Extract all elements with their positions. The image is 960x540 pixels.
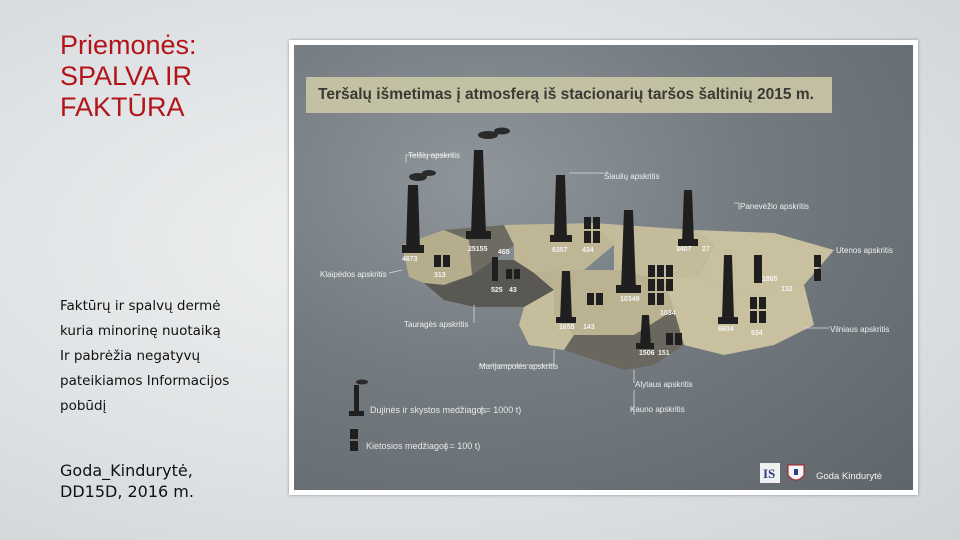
infographic-credit: Goda Kindurytė bbox=[816, 471, 883, 482]
value-panevezys-gas: 3407 bbox=[676, 246, 692, 253]
author-line: Goda_Kindurytė, bbox=[60, 461, 193, 480]
value-telsiai-gas: 25155 bbox=[468, 246, 488, 253]
legend-solid-label: Kietosios medžiagos bbox=[366, 441, 449, 451]
value-alytus-solid: 151 bbox=[658, 350, 670, 357]
chimney-icon-telsiai bbox=[466, 128, 510, 240]
body-line: kuria minorinę nuotaiką bbox=[60, 323, 221, 339]
region-label-marijampole: Marijampolės apskritis bbox=[479, 362, 559, 371]
value-taurage-gas: 525 bbox=[491, 287, 503, 294]
value-kaunas-solid: 1034 bbox=[660, 310, 676, 317]
is-logo-text: IS bbox=[763, 466, 776, 481]
value-marijampole-gas: 1655 bbox=[559, 324, 575, 331]
value-utena-gas: 1865 bbox=[762, 276, 778, 283]
value-klaipeda-solid: 313 bbox=[434, 272, 446, 279]
infographic-map bbox=[294, 45, 913, 490]
body-line: Faktūrų ir spalvų dermė bbox=[60, 298, 221, 314]
region-label-telsiai: Telšių apskritis bbox=[408, 151, 461, 160]
infographic-frame bbox=[289, 40, 918, 495]
value-marijampole-solid: 143 bbox=[583, 324, 595, 331]
value-klaipeda-gas: 4673 bbox=[402, 256, 418, 263]
value-siauliai-gas: 6357 bbox=[552, 247, 568, 254]
infographic-title-banner bbox=[306, 77, 832, 113]
infographic-title: Teršalų išmetimas į atmosferą iš stacionarių taršos šaltinių 2015 m. bbox=[318, 86, 814, 103]
value-taurage-solid: 43 bbox=[509, 287, 517, 294]
crest-inner-icon bbox=[794, 469, 798, 475]
slide-title: Priemonės: SPALVA IR FAKTŪRA bbox=[60, 30, 197, 122]
chimney-icon-taurage bbox=[492, 257, 498, 281]
value-utena-solid: 132 bbox=[781, 286, 793, 293]
slide-body-text bbox=[60, 294, 270, 419]
chimney-icon-utena bbox=[754, 255, 762, 283]
region-label-klaipeda: Klaipėdos apskritis bbox=[320, 270, 387, 279]
author-line: DD15D, 2016 m. bbox=[60, 482, 194, 501]
author-credit bbox=[60, 460, 280, 502]
legend-gas-label: Dujinės ir skystos medžiagos bbox=[370, 405, 487, 415]
region-label-utena: Utenos apskritis bbox=[836, 246, 893, 255]
legend-gas-scale: ( = 1000 t) bbox=[480, 405, 522, 415]
legend-solid-icon bbox=[350, 429, 358, 451]
legend-gas-icon bbox=[349, 380, 368, 417]
region-label-vilnius: Vilniaus apskritis bbox=[830, 325, 890, 334]
legend-solid-scale: ( = 100 t) bbox=[444, 441, 481, 451]
region-label-alytus: Alytaus apskritis bbox=[635, 380, 693, 389]
region-label-siauliai: Šiaulių apskritis bbox=[604, 172, 660, 181]
body-line: pobūdį bbox=[60, 398, 107, 414]
value-alytus-gas: 1506 bbox=[639, 350, 655, 357]
value-panevezys-solid: 27 bbox=[702, 246, 710, 253]
region-label-kaunas: Kauno apskritis bbox=[630, 405, 685, 414]
value-telsiai-solid: 465 bbox=[498, 249, 510, 256]
value-vilnius-gas: 6604 bbox=[718, 326, 734, 333]
lithuania-regions bbox=[402, 223, 834, 370]
value-vilnius-solid: 534 bbox=[751, 330, 763, 337]
logo-marks bbox=[760, 463, 804, 483]
region-label-taurage: Tauragės apskritis bbox=[404, 320, 469, 329]
body-line: pateikiamos Informacijos bbox=[60, 373, 230, 389]
legend bbox=[349, 380, 521, 452]
value-siauliai-solid: 434 bbox=[582, 247, 594, 254]
region-label-panevezys: Panevėžio apskritis bbox=[740, 202, 809, 211]
value-kaunas-gas: 10349 bbox=[620, 296, 640, 303]
body-line: Ir pabrėžia negatyvų bbox=[60, 348, 201, 364]
